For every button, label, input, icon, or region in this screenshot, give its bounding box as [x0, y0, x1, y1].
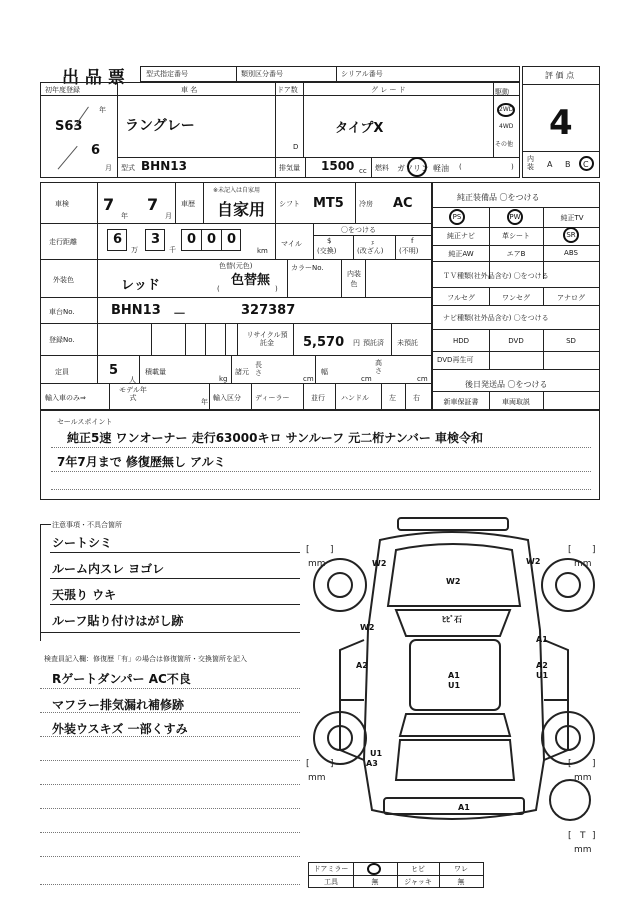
import-label: 輸入車のみ⇒: [45, 394, 86, 402]
evaluation-box: [522, 66, 600, 178]
option-dvd-play: DVD再生可: [437, 356, 474, 364]
recycle-unit: 円: [353, 339, 360, 347]
type-cert-label: 型式指定番号: [146, 70, 188, 78]
ac-label: 冷房: [359, 200, 373, 208]
inspector-item-2: マフラー排気漏れ補修跡: [52, 698, 185, 712]
ware-label: ワレ: [454, 865, 468, 873]
fuel-paren-open: (: [459, 163, 462, 171]
color-label: 外装色: [53, 276, 74, 284]
evaluation-label: 評 価 点: [545, 71, 575, 80]
mark-w2-front-right: W2: [526, 557, 541, 566]
trunk: [396, 740, 514, 780]
chassis-dash: －: [173, 307, 187, 322]
mile-label: マイル: [281, 240, 302, 248]
fuel-paren-close: ): [511, 163, 514, 171]
option-analog: アナログ: [557, 294, 585, 302]
shift-value: MT5: [313, 196, 344, 211]
displacement-value: 1500: [321, 159, 355, 173]
option-abs: ABS: [564, 249, 578, 257]
note-item-1: シートシミ: [52, 536, 113, 550]
tv-type-header: ＴＶ種類(社外品含む) 〇をつける: [443, 272, 549, 280]
header-id-row: [140, 66, 520, 82]
option-ps: PS: [452, 213, 462, 221]
car-name-label: 車 名: [181, 86, 198, 94]
unknown-symbol: f: [411, 237, 414, 245]
color-change-value: 色替無: [231, 273, 271, 288]
first-reg-month: 6: [91, 143, 101, 158]
height-label: 高さ: [375, 359, 382, 375]
note-item-4: ルーフ貼り付けはがし跡: [52, 614, 184, 628]
navi-type-header: ナビ種類(社外品含む) 〇をつける: [443, 314, 549, 322]
mark-u1-rear: U1: [370, 749, 383, 758]
hibi-label: ヒビ: [411, 865, 425, 873]
options-block: [432, 182, 600, 410]
model-label: 型式: [121, 164, 135, 172]
mileage-digit-1: 6: [113, 232, 123, 247]
mm-rr: mm: [574, 773, 592, 783]
mark-a2-left: A2: [356, 661, 368, 670]
mark-a1-right: A1: [536, 635, 548, 644]
width-label: 幅: [321, 368, 328, 376]
mark-w2-front-left: W2: [372, 559, 387, 568]
mark-a3-rear: A3: [366, 759, 378, 768]
month-unit: 月: [105, 164, 112, 172]
bracket-t: [: [568, 831, 572, 841]
bracket-rl-close: ]: [330, 759, 334, 769]
history-value: 自家用: [217, 200, 266, 219]
bracket-fr: [: [568, 545, 572, 555]
door-mirror-label: ドアミラー: [313, 865, 349, 873]
color-no-label: カラーNo.: [291, 264, 324, 272]
interior-color-label: 内装色: [347, 270, 361, 288]
grade-label: グ レ ー ド: [371, 86, 406, 94]
tampered-symbol: ｪ: [371, 238, 375, 246]
bracket-rl: [: [306, 759, 310, 769]
hood: [388, 544, 520, 606]
chassis-number: 327387: [241, 303, 296, 318]
drive-other: その他: [495, 141, 514, 148]
option-airbag: エアB: [506, 250, 526, 258]
category-label: 類別区分番号: [241, 70, 283, 78]
inspector-item-1: Rゲートダンパー AC不良: [52, 672, 191, 686]
evaluation-grade: 4: [549, 103, 573, 143]
dealer-label: ディーラー: [255, 394, 290, 402]
rear-bumper: [384, 798, 524, 814]
option-aw-genuine: 純正AW: [448, 250, 474, 258]
recycle-label: リサイクル預託金: [246, 331, 288, 347]
inspection-month: 7: [147, 195, 159, 214]
sheet-title: 出 品 票: [62, 68, 125, 88]
tools-value: 無: [371, 878, 379, 886]
import-cat-label: 輸入区分: [213, 394, 241, 402]
inspection-year: 7: [103, 195, 115, 214]
option-sd: SD: [566, 337, 576, 345]
option-navi-genuine: 純正ナビ: [447, 232, 475, 240]
capacity-value: 5: [109, 363, 119, 378]
chassis-label: 車台No.: [49, 308, 75, 316]
jack-value: 無: [457, 878, 465, 886]
bracket-rr: [: [568, 759, 572, 769]
mark-w2-left: W2: [360, 623, 375, 632]
details-block: [40, 182, 432, 410]
mark-hibi-ishi: ﾋﾋﾞ石: [442, 615, 462, 624]
color-value: レッド: [121, 278, 160, 293]
sales-point-label: セールスポイント: [57, 418, 113, 426]
capacity-unit: 人: [129, 376, 136, 384]
tools-label: 工具: [324, 878, 338, 886]
mm-t: mm: [574, 845, 592, 855]
dims-label: 諸元: [235, 368, 249, 376]
fuel-gasoline: ガソリン: [397, 164, 429, 173]
mm-rl: mm: [308, 773, 326, 783]
length-label: 長さ: [255, 361, 262, 377]
spare-tire: [550, 780, 590, 820]
jack-label: ジャッキ: [404, 878, 432, 886]
not-deposited-label: 未預託: [397, 339, 418, 347]
option-dvd: DVD: [508, 337, 524, 345]
mark-u1-right: U1: [536, 671, 549, 680]
car-name: ラングレー: [125, 118, 195, 134]
drive-4wd: 4WD: [499, 123, 514, 130]
drive-label: 駆動: [495, 88, 509, 96]
serial-label: シリアル番号: [341, 70, 383, 78]
shift-label: シフト: [279, 200, 300, 208]
t-label: T: [580, 831, 586, 841]
option-manual: 車両取説: [502, 398, 530, 406]
sales-point-line-2: 7年7月まで 修復歴無し アルミ: [57, 455, 226, 469]
interior-a: A: [547, 160, 553, 169]
height-cm: cm: [417, 375, 428, 383]
equipment-table: [308, 862, 484, 888]
recycle-amount: 5,570: [303, 335, 345, 350]
mileage-label: 走行距離: [49, 238, 77, 246]
option-hdd: HDD: [452, 337, 470, 345]
year-unit: 年: [99, 106, 106, 114]
model-year-label: モデル年式: [119, 386, 147, 402]
bracket-fl-close: ]: [330, 545, 334, 555]
history-label: 車歴: [181, 200, 195, 208]
mileage-digit-4: 0: [207, 232, 217, 247]
interior-c: C: [583, 160, 589, 169]
inspection-month-unit: 月: [165, 212, 172, 220]
mark-a2-right: A2: [536, 661, 548, 670]
km-unit: km: [257, 247, 268, 255]
drive-2wd: 2WD: [499, 106, 514, 113]
option-leather: 革シート: [502, 232, 530, 240]
cc-unit: cc: [359, 167, 367, 175]
genuine-header: 純正装備品 〇をつける: [457, 193, 540, 202]
mileage-sen: 千: [169, 246, 176, 254]
mileage-digit-5: 0: [227, 232, 237, 247]
note-item-3: 天張り ウキ: [52, 588, 117, 602]
capacity-label: 定員: [55, 368, 69, 376]
color-change-label: 色替(元色): [219, 262, 253, 270]
note-item-2: ルーム内スレ ヨゴレ: [52, 562, 165, 576]
bracket-rr-close: ]: [592, 759, 596, 769]
later-header: 後日発送品 〇をつける: [465, 380, 548, 389]
first-reg-era: S63: [55, 119, 83, 134]
length-cm: cm: [303, 375, 314, 383]
mark-a1-bottom: A1: [458, 803, 470, 812]
inspection-label: 車検: [55, 200, 69, 208]
mileage-digit-2: 3: [151, 232, 161, 247]
option-tv-genuine: 純正TV: [560, 214, 584, 222]
option-fullseg: フルセグ: [447, 294, 475, 302]
fuel-diesel: 軽油: [433, 164, 449, 173]
steering-label: ハンドル: [341, 394, 369, 402]
model-value: BHN13: [141, 159, 187, 173]
unknown-label: (不明): [399, 247, 419, 255]
parallel-label: 並行: [311, 394, 325, 402]
registration-block: [40, 82, 520, 178]
history-note: ※未記入は自家用: [213, 187, 261, 194]
mm-fl: mm: [308, 559, 326, 569]
doors-label: ドア数: [277, 86, 298, 94]
inspection-year-unit: 年: [121, 212, 128, 220]
bracket-t-close: ]: [592, 831, 596, 841]
sales-point-block: [40, 410, 600, 500]
first-reg-label: 初年度登録: [45, 86, 80, 94]
mileage-man: 万: [131, 246, 138, 254]
left-label: 左: [389, 394, 396, 402]
load-label: 積載量: [145, 368, 166, 376]
notes-label: 注意事項・不具合箇所: [52, 521, 122, 529]
door-d: D: [293, 143, 299, 151]
car-damage-diagram: [300, 510, 610, 860]
option-pw: PW: [509, 213, 521, 221]
chassis-prefix: BHN13: [111, 303, 161, 318]
displacement-label: 排気量: [279, 164, 300, 172]
sales-point-line-1: 純正5速 ワンオーナー 走行63000キロ サンルーフ 元二桁ナンバー 車検令和: [67, 431, 484, 445]
bracket-fl: [: [306, 545, 310, 555]
mark-w2-hood: W2: [446, 577, 461, 586]
width-cm: cm: [361, 375, 372, 383]
mark-a1-center: A1: [448, 671, 460, 680]
ac-value: AC: [393, 196, 413, 211]
inspector-item-3: 外装ウスキズ 一部くすみ: [52, 722, 188, 736]
mileage-digit-3: 0: [187, 232, 197, 247]
deposited-label: 預託済: [363, 339, 384, 347]
option-sr: SR: [566, 231, 576, 239]
rear-window: [400, 714, 510, 736]
color-paren-close: ): [275, 285, 278, 293]
mm-fr: mm: [574, 559, 592, 569]
interior-b: B: [565, 160, 571, 169]
color-paren-open: (: [217, 285, 220, 293]
inspector-label: 検査員記入欄：修復歴「有」の場合は修復箇所・交換箇所を記入: [44, 655, 247, 663]
option-warranty: 新車保証書: [443, 398, 479, 406]
model-year-unit: 年: [201, 398, 208, 406]
front-bumper: [398, 518, 508, 530]
circle-note: 〇をつける: [341, 226, 376, 234]
exchange-label: (交換): [317, 247, 337, 255]
mark-u1-center: U1: [448, 681, 461, 690]
interior-label: 内装: [527, 155, 534, 171]
kg-unit: kg: [219, 375, 228, 383]
grade-value: タイプX: [335, 121, 384, 136]
option-oneseg: ワンセグ: [502, 294, 530, 302]
bracket-fr-close: ]: [592, 545, 596, 555]
right-label: 右: [413, 394, 420, 402]
reg-no-label: 登録No.: [49, 336, 75, 344]
tampered-label: (改ざん): [357, 247, 384, 255]
fuel-label: 燃料: [375, 164, 389, 172]
exchange-symbol: $: [327, 237, 332, 245]
